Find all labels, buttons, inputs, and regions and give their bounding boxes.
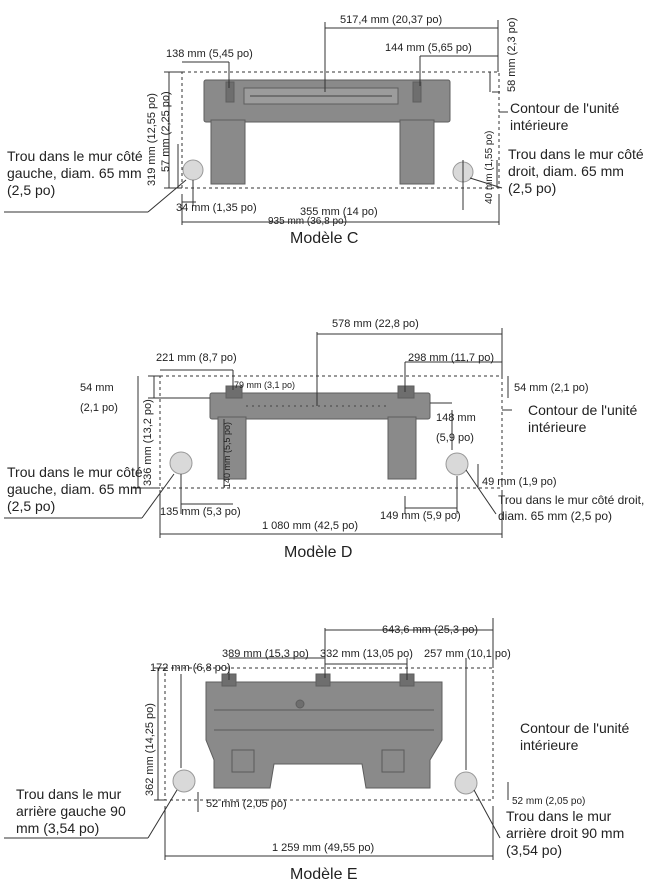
dim-top-right: 643,6 mm (25,3 po) [382,624,478,636]
right-wall-hole [446,453,468,475]
dim-height: 336 mm (13,2 po) [142,399,154,486]
dim-mid-top: 389 mm (15,3 po) [222,648,309,660]
dim-left-top: 221 mm (8,7 po) [156,352,237,364]
dim-bottom-left: 135 mm (5,3 po) [160,506,241,518]
dim-bottom-left: 34 mm (1,35 po) [176,202,257,214]
outline-label: Contour de l'unité intérieure [510,100,620,133]
dim-bottom-center: 355 mm (14 po) [300,206,378,218]
dim-bottom-right: 149 mm (5,9 po) [380,510,461,522]
model-d-caption: Modèle D [284,544,353,561]
model-e-caption: Modèle E [290,866,358,883]
dim-height: 362 mm (14,25 po) [144,703,156,796]
mounting-plate [204,80,450,184]
dim-total-width: 935 mm (36,8 po) [268,216,347,227]
dim-total-width: 1 259 mm (49,55 po) [272,842,375,854]
left-wall-hole [183,160,203,180]
dim-total-width: 1 080 mm (42,5 po) [262,520,358,532]
dim-left-top: 138 mm (5,45 po) [166,48,253,60]
outline-label: Contour de l'unité intérieure [528,402,638,435]
dim-right-top: 144 mm (5,65 po) [385,42,472,54]
left-wall-hole [173,770,195,792]
left-hole-label: Trou dans le mur côté gauche, diam. 65 mm (2,5 po) [7,464,143,514]
model-c-diagram [0,0,656,270]
dim-left-vertical-a: 54 mm [80,382,114,394]
dim-right-top: 298 mm (11,7 po) [408,352,495,364]
dim-right-low-vertical: 40 mm (1,55 po) [484,130,495,204]
right-wall-hole [455,772,477,794]
dim-right-mid-a: 148 mm [436,412,476,424]
left-wall-hole [170,452,192,474]
dim-right-vertical: 58 mm (2,3 po) [506,17,518,92]
dim-top-right: 578 mm (22,8 po) [332,318,419,330]
mounting-plate [210,386,430,479]
model-e-diagram [0,600,656,890]
dim-right-top: 257 mm (10,1 po) [424,648,511,660]
dim-height: 319 mm (12,55 po) [146,93,158,186]
dim-left-top: 172 mm (6,8 po) [150,662,231,674]
left-hole-label: Trou dans le mur côté gauche, diam. 65 mm (2,5 po) [7,148,143,198]
dim-left-low: 52 mm (2,05 po) [206,798,287,810]
right-hole-label: Trou dans le mur arrière droit 90 mm (3,54 po) [506,808,625,858]
dim-inner-vertical: 140 mm (5,5 po) [222,421,232,488]
model-c-caption: Modèle C [290,230,359,247]
dim-top-right: 517,4 mm (20,37 po) [340,14,443,26]
right-hole-label: Trou dans le mur côté droit, diam. 65 mm (2,5 po) [498,493,645,523]
left-hole-label: Trou dans le mur arrière gauche 90 mm (3,54 po) [16,786,126,836]
dim-mid-right-top: 332 mm (13,05 po) [320,648,413,660]
dim-left-vertical: 57 mm (2,25 po) [160,91,172,172]
dim-right-vertical: 54 mm (2,1 po) [514,382,589,394]
right-hole-label: Trou dans le mur côté droit, diam. 65 mm (2,5 po) [508,146,644,196]
dim-right-low-vertical: 49 mm (1,9 po) [482,476,557,488]
mounting-plate [206,674,442,788]
model-d-diagram [0,300,656,590]
dim-right-low: 52 mm (2,05 po) [512,796,586,807]
dim-right-mid-b: (5,9 po) [436,432,474,444]
dim-center-small: 79 mm (3,1 po) [234,380,296,390]
dim-left-vertical-b: (2,1 po) [80,402,118,414]
outline-label: Contour de l'unité intérieure [520,720,630,753]
